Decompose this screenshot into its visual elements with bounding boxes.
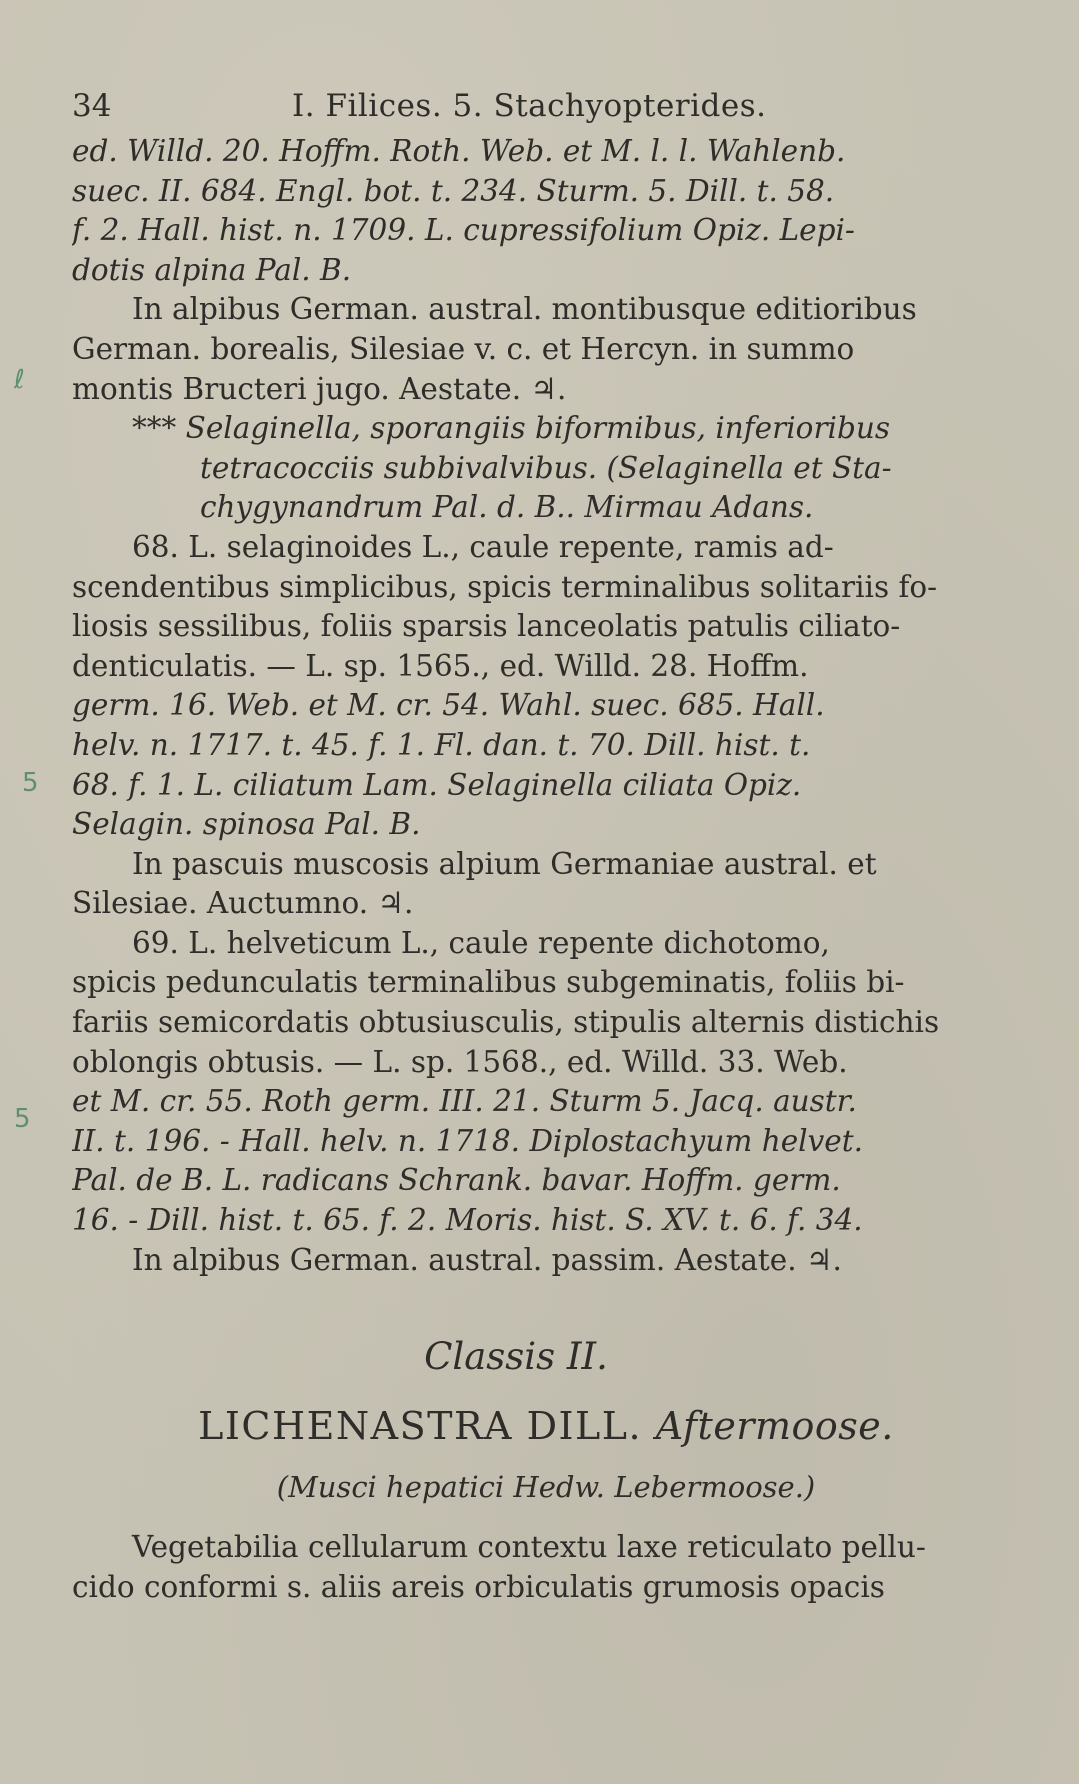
text-line: f. 2. Hall. hist. n. 1709. L. cupressifolium Opiz. Lepi- [72, 213, 855, 248]
text-line: et M. cr. 55. Roth germ. III. 21. Sturm 5. Jacq. austr. [72, 1084, 857, 1119]
text-line: germ. 16. Web. et M. cr. 54. Wahl. suec. 685. Hall. [72, 688, 825, 723]
text-line: 68. f. 1. L. ciliatum Lam. Selaginella ciliata Opiz. [72, 767, 802, 802]
section-subtitle: (Musci hepatici Hedw. Lebermoose.) [276, 1470, 816, 1505]
text-line: liosis sessilibus, foliis sparsis lanceolatis patulis ciliato- [72, 609, 901, 644]
text-line: chygynandrum Pal. d. B.. Mirmau Adans. [200, 490, 814, 525]
text-line: helv. n. 1717. t. 45. f. 1. Fl. dan. t. 70. Dill. hist. t. [72, 727, 811, 762]
pencil-mark: 5 [14, 1104, 31, 1134]
text-line: In alpibus German. austral. passim. Aestate. ♃. [132, 1242, 842, 1277]
text-line: scendentibus simplicibus, spicis terminalibus solitariis fo- [72, 569, 938, 604]
section-title [72, 1396, 1020, 1456]
text-line: German. borealis, Silesiae v. c. et Hercyn. in summo [72, 331, 855, 366]
text-line: denticulatis. — L. sp. 1565., ed. Willd. 28. Hoffm. [72, 648, 809, 683]
text-line: suec. II. 684. Engl. bot. t. 234. Sturm. 5. Dill. t. 58. [72, 173, 835, 208]
text-line: dotis alpina Pal. B. [72, 252, 352, 287]
text-line: II. t. 196. - Hall. helv. n. 1718. Diplostachyum helvet. [72, 1123, 863, 1158]
text-line: montis Bructeri jugo. Aestate. ♃. [72, 371, 567, 406]
text-line: Pal. de B. L. radicans Schrank. bavar. Hoffm. germ. [72, 1163, 841, 1198]
text-line: In pascuis muscosis alpium Germaniae austral. et [132, 846, 877, 881]
text-line: ed. Willd. 20. Hoffm. Roth. Web. et M. l. l. Wahlenb. [72, 134, 846, 168]
page-number: 34 [72, 88, 112, 124]
text-line: fariis semicordatis obtusiusculis, stipulis alternis distichis [72, 1005, 940, 1040]
classis-heading: Classis II. [424, 1335, 608, 1379]
text-line: Silesiae. Auctumno. ♃. [72, 886, 414, 921]
section-title-german: Aftermoose. [655, 1404, 894, 1449]
section-title-latin: LICHENASTRA DILL. [198, 1404, 643, 1449]
text-line: spicis pedunculatis terminalibus subgeminatis, foliis bi- [72, 965, 905, 1000]
text-line: 16. - Dill. hist. t. 65. f. 2. Moris. hist. S. XV. t. 6. f. 34. [72, 1203, 863, 1238]
pencil-mark: ℓ [14, 365, 25, 395]
book-page [72, 80, 1020, 1607]
text-line: In alpibus German. austral. montibusque editioribus [132, 292, 917, 327]
tail-text [72, 1528, 1020, 1607]
section-heading [72, 1330, 1020, 1512]
text-line: *** Selaginella, sporangiis biformibus, inferioribus [132, 411, 890, 446]
species-line: 68. L. selaginoides L., caule repente, ramis ad- [132, 529, 834, 564]
species-line: 69. L. helveticum L., caule repente dichotomo, [132, 925, 830, 960]
text-line: tetracocciis subbivalvibus. (Selaginella et Sta- [200, 450, 892, 485]
body-text [72, 132, 1020, 1280]
text-line: oblongis obtusis. — L. sp. 1568., ed. Willd. 33. Web. [72, 1044, 848, 1079]
pencil-mark: 5 [22, 768, 39, 798]
text-line: Vegetabilia cellularum contextu laxe reticulato pellu- [132, 1530, 926, 1565]
page-header [72, 80, 1020, 132]
running-title: I. Filices. 5. Stachyopterides. [292, 88, 767, 124]
text-line: Selagin. spinosa Pal. B. [72, 807, 421, 842]
text-line: cido conformi s. aliis areis orbiculatis grumosis opacis [72, 1569, 885, 1604]
